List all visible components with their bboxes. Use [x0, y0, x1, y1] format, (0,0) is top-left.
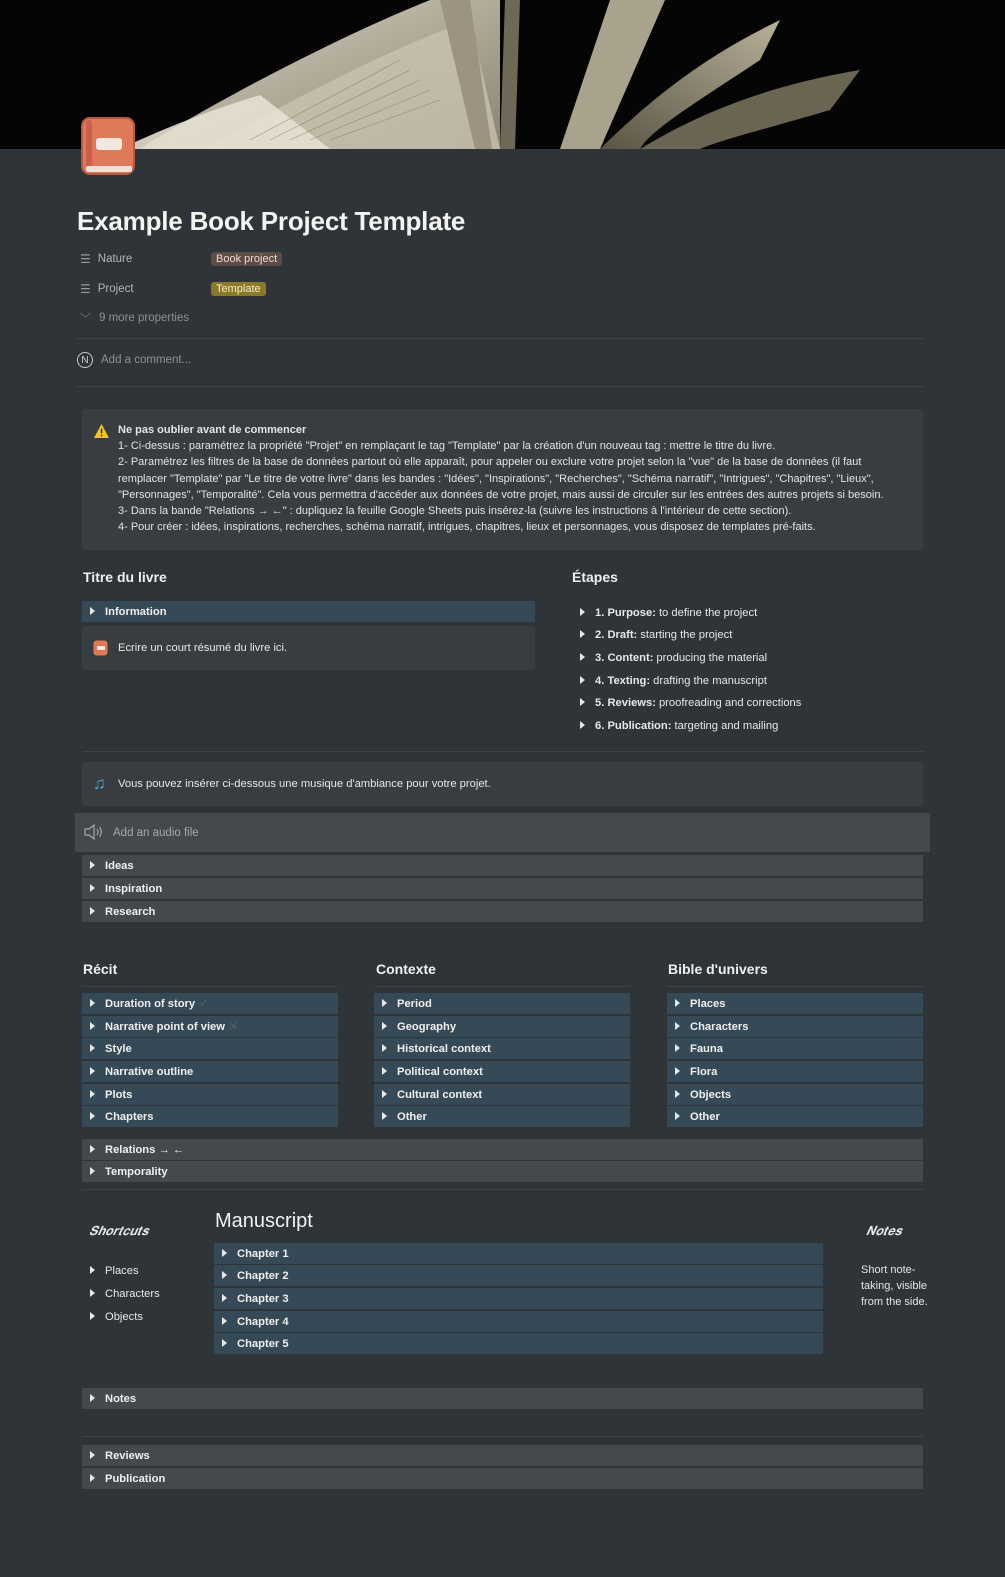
triangle-right-icon: [222, 1249, 227, 1257]
triangle-right-icon: [90, 861, 95, 869]
toggle-narrative-outline[interactable]: Narrative outline: [82, 1061, 338, 1082]
triangle-right-icon: [90, 1394, 95, 1402]
shortcut-places[interactable]: Places: [82, 1260, 139, 1281]
section-heading-contexte: Contexte: [376, 961, 436, 977]
step-item[interactable]: 1. Purpose: to define the project: [572, 602, 757, 623]
toggle-historical-context[interactable]: Historical context: [374, 1038, 630, 1059]
triangle-right-icon: [90, 1067, 95, 1075]
toggle-chapter-1[interactable]: Chapter 1: [214, 1243, 823, 1264]
toggle-chapter-5[interactable]: Chapter 5: [214, 1333, 823, 1354]
triangle-right-icon: [90, 1167, 95, 1175]
triangle-right-icon: [675, 1112, 680, 1120]
triangle-right-icon: [90, 1312, 95, 1320]
music-text: Vous pouvez insérer ci-dessous une musique d'ambiance pour votre projet.: [118, 778, 491, 790]
triangle-right-icon: [675, 1022, 680, 1030]
divider: [82, 1189, 923, 1190]
notes-text: Short note-taking, visible from the side.: [861, 1264, 928, 1308]
triangle-right-icon: [382, 1022, 387, 1030]
triangle-right-icon: [382, 1044, 387, 1052]
triangle-right-icon: [222, 1317, 227, 1325]
page-title[interactable]: Example Book Project Template: [77, 206, 466, 236]
toggle-other-context[interactable]: Other: [374, 1106, 630, 1127]
more-properties-button[interactable]: ﹀ 9 more properties: [80, 312, 190, 325]
triangle-right-icon: [382, 1112, 387, 1120]
warning-icon: [93, 423, 110, 444]
property-label: Nature: [97, 253, 133, 265]
summary-callout: [82, 626, 535, 670]
step-item[interactable]: 2. Draft: starting the project: [572, 624, 732, 645]
toggle-relations[interactable]: Relations → ←: [82, 1139, 923, 1160]
notes-heading: 𝑵𝒐𝒕𝒆𝒔: [866, 1223, 902, 1238]
toggle-inspiration[interactable]: Inspiration: [82, 878, 923, 899]
triangle-right-icon: [90, 1022, 95, 1030]
triangle-right-icon: [580, 653, 585, 661]
triangle-right-icon: [580, 676, 585, 684]
triangle-right-icon: [580, 721, 585, 729]
divider: [82, 751, 923, 752]
triangle-right-icon: [90, 1451, 95, 1459]
triangle-right-icon: [222, 1271, 227, 1279]
triangle-right-icon: [90, 1289, 95, 1297]
chevron-down-icon: ﹀: [80, 313, 91, 325]
property-nature[interactable]: [80, 248, 282, 270]
triangle-right-icon: [675, 999, 680, 1007]
divider: [77, 338, 923, 339]
toggle-reviews[interactable]: Reviews: [82, 1445, 923, 1466]
triangle-right-icon: [90, 884, 95, 892]
triangle-right-icon: [580, 698, 585, 706]
toggle-chapter-2[interactable]: Chapter 2: [214, 1265, 823, 1286]
book-icon[interactable]: [80, 116, 138, 176]
toggle-period[interactable]: Period: [374, 993, 630, 1014]
avatar: N: [77, 352, 93, 368]
triangle-right-icon: [90, 607, 95, 615]
triangle-right-icon: [580, 630, 585, 638]
divider: [374, 986, 630, 987]
triangle-right-icon: [90, 999, 95, 1007]
audio-placeholder: Add an audio file: [113, 826, 199, 839]
toggle-other-bible[interactable]: Other: [667, 1106, 923, 1127]
music-note-icon: ♫: [93, 774, 106, 793]
callout-line: 3- Dans la bande "Relations → ←" : dupliquez la feuille Google Sheets puis insérez-la (suivre les instructions à l'intérieur de cette section).: [118, 505, 792, 518]
section-heading-steps: Étapes: [572, 569, 618, 585]
divider: [82, 986, 338, 987]
property-label: Project: [97, 283, 134, 295]
triangle-right-icon: [675, 1090, 680, 1098]
list-icon: ☰: [80, 252, 91, 266]
toggle-ideas[interactable]: Ideas: [82, 855, 923, 876]
toggle-narrative-point-of-view[interactable]: Narrative point of view ✕: [82, 1016, 338, 1037]
shortcut-objects[interactable]: Objects: [82, 1306, 143, 1327]
summary-text: Ecrire un court résumé du livre ici.: [118, 642, 288, 654]
toggle-objects[interactable]: Objects: [667, 1084, 923, 1105]
section-heading-book-title: Titre du livre: [83, 569, 167, 585]
section-heading-bible: Bible d'univers: [668, 961, 768, 977]
toggle-chapter-4[interactable]: Chapter 4: [214, 1311, 823, 1332]
triangle-right-icon: [382, 999, 387, 1007]
warning-callout: [82, 409, 923, 550]
step-item[interactable]: 5. Reviews: proofreading and corrections: [572, 692, 801, 713]
shortcut-characters[interactable]: Characters: [82, 1283, 160, 1304]
property-project[interactable]: [80, 278, 266, 300]
triangle-right-icon: [382, 1067, 387, 1075]
comment-input[interactable]: [77, 352, 191, 368]
toggle-notes[interactable]: Notes: [82, 1388, 923, 1409]
toggle-information[interactable]: Information: [82, 601, 535, 622]
book-icon: [93, 640, 108, 659]
toggle-plots[interactable]: Plots: [82, 1084, 338, 1105]
toggle-duration-of-story[interactable]: Duration of story ✓: [82, 993, 338, 1014]
cross-icon: ✕: [228, 1021, 239, 1033]
toggle-fauna[interactable]: Fauna: [667, 1038, 923, 1059]
manuscript-heading: Manuscript: [215, 1210, 313, 1232]
triangle-right-icon: [580, 608, 585, 616]
divider: [77, 386, 923, 387]
callout-line: 2- Paramétrez les filtres de la base de données partout où elle apparaît, pour appeler ou exclure votre projet selon la "vue" de la base de données (il faut remplacer "Template" par "Le titre de votre livre" dans les bandes : "Idées", "Inspirations", "Recherches", "Schéma narratif", "Intrigues", "Chapitres", "Lieux", "Personnages", "Temporalité". Cela vous permettra d'accéder aux données de votre projet, mais aussi de circuler sur les entrées des autres projets si besoin.: [118, 456, 884, 501]
toggle-flora[interactable]: Flora: [667, 1061, 923, 1082]
triangle-right-icon: [90, 1044, 95, 1052]
property-tag[interactable]: Template: [211, 282, 266, 296]
toggle-chapters[interactable]: Chapters: [82, 1106, 338, 1127]
cover-image[interactable]: [0, 0, 1005, 149]
step-item[interactable]: 3. Content: producing the material: [572, 647, 767, 668]
triangle-right-icon: [222, 1294, 227, 1302]
triangle-right-icon: [675, 1067, 680, 1075]
toggle-chapter-3[interactable]: Chapter 3: [214, 1288, 823, 1309]
section-heading-recit: Récit: [83, 961, 118, 977]
triangle-right-icon: [90, 1474, 95, 1482]
toggle-temporality[interactable]: Temporality: [82, 1161, 923, 1182]
callout-title: Ne pas oublier avant de commencer: [118, 424, 307, 436]
toggle-cultural-context[interactable]: Cultural context: [374, 1084, 630, 1105]
callout-line: 1- Ci-dessus : paramétrez la propriété "Projet" en remplaçant le tag "Template" par la création d'un nouveau tag : mettre le titre du livre.: [118, 440, 776, 453]
music-callout: [82, 762, 923, 806]
shortcuts-heading: 𝑺𝒉𝒐𝒓𝒕𝒄𝒖𝒕𝒔: [89, 1223, 149, 1238]
triangle-right-icon: [90, 1112, 95, 1120]
toggle-characters[interactable]: Characters: [667, 1016, 923, 1037]
check-icon: ✓: [199, 998, 209, 1010]
toggle-publication[interactable]: Publication: [82, 1468, 923, 1489]
comment-placeholder: Add a comment...: [101, 354, 192, 366]
triangle-right-icon: [90, 1090, 95, 1098]
callout-line: 4- Pour créer : idées, inspirations, recherches, schéma narratif, intrigues, chapitres, lieux et personnages, vous disposez de templates pré-faits.: [118, 521, 816, 534]
triangle-right-icon: [382, 1090, 387, 1098]
triangle-right-icon: [90, 907, 95, 915]
triangle-right-icon: [222, 1339, 227, 1347]
triangle-right-icon: [90, 1266, 95, 1274]
audio-upload[interactable]: [75, 813, 930, 852]
speaker-icon: [83, 823, 105, 844]
step-item[interactable]: 6. Publication: targeting and mailing: [572, 715, 778, 736]
toggle-research[interactable]: Research: [82, 901, 923, 922]
property-tag[interactable]: Book project: [211, 252, 282, 266]
divider: [82, 1436, 923, 1437]
toggle-style[interactable]: Style: [82, 1038, 338, 1059]
divider: [667, 986, 923, 987]
list-icon: ☰: [80, 282, 91, 296]
triangle-right-icon: [675, 1044, 680, 1052]
toggle-political-context[interactable]: Political context: [374, 1061, 630, 1082]
step-item[interactable]: 4. Texting: drafting the manuscript: [572, 670, 767, 691]
toggle-geography[interactable]: Geography: [374, 1016, 630, 1037]
toggle-places[interactable]: Places: [667, 993, 923, 1014]
triangle-right-icon: [90, 1145, 95, 1153]
